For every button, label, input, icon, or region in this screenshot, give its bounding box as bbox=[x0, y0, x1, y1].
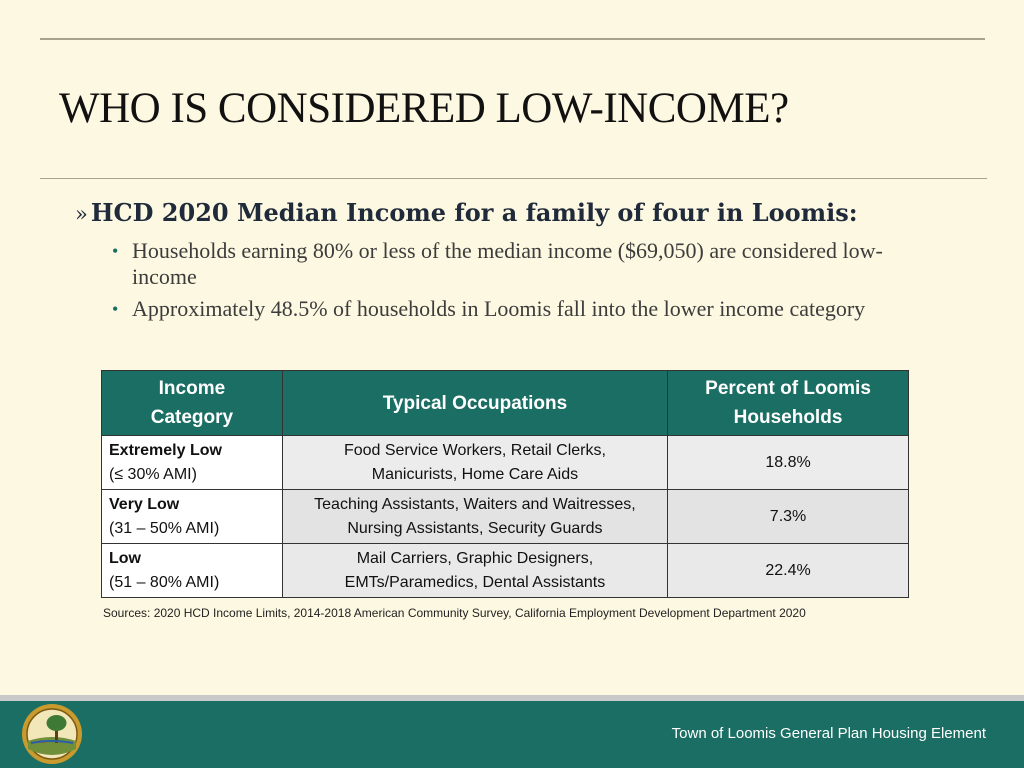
bullet-list bbox=[112, 238, 932, 328]
header-typical-occupations: Typical Occupations bbox=[282, 371, 667, 436]
footer-title: Town of Loomis General Plan Housing Element bbox=[671, 725, 986, 742]
occupations-line: Manicurists, Home Care Aids bbox=[371, 465, 579, 483]
footer-bar bbox=[0, 701, 1024, 768]
bullet-text: Households earning 80% or less of the median income ($69,050) are considered low-income bbox=[132, 238, 883, 289]
occupations-line: Teaching Assistants, Waiters and Waitresses, bbox=[314, 495, 636, 513]
table-row bbox=[102, 436, 909, 490]
town-seal-icon bbox=[21, 703, 83, 765]
category-cell bbox=[102, 544, 283, 598]
bullet-dot-icon: • bbox=[112, 299, 119, 319]
percent-cell: 22.4% bbox=[668, 544, 909, 598]
category-range: (≤ 30% AMI) bbox=[109, 465, 197, 483]
category-name: Low bbox=[109, 549, 141, 567]
section-heading-text: HCD 2020 Median Income for a family of four in Loomis: bbox=[90, 198, 858, 227]
income-table bbox=[101, 370, 909, 598]
chevron-bullet-icon: » bbox=[75, 202, 88, 226]
sources-note: Sources: 2020 HCD Income Limits, 2014-2018 American Community Survey, California Employment Development Department 2020 bbox=[103, 606, 806, 620]
category-name: Very Low bbox=[109, 495, 180, 513]
list-item bbox=[112, 238, 932, 290]
header-percent-households: Percent of Loomis Households bbox=[668, 371, 909, 436]
section-heading bbox=[75, 198, 858, 227]
occupations-line: Nursing Assistants, Security Guards bbox=[347, 519, 603, 537]
category-cell bbox=[102, 436, 283, 490]
page-title: WHO IS CONSIDERED LOW-INCOME? bbox=[59, 85, 789, 132]
occupations-cell bbox=[282, 436, 667, 490]
bullet-dot-icon: • bbox=[112, 241, 119, 261]
category-range: (31 – 50% AMI) bbox=[109, 519, 220, 537]
percent-cell: 18.8% bbox=[668, 436, 909, 490]
occupations-line: Mail Carriers, Graphic Designers, bbox=[356, 549, 594, 567]
header-income-category: Income Category bbox=[102, 371, 283, 436]
category-range: (51 – 80% AMI) bbox=[109, 573, 220, 591]
top-divider bbox=[40, 38, 985, 40]
bullet-text: Approximately 48.5% of households in Loomis fall into the lower income category bbox=[132, 296, 866, 321]
table-header-row bbox=[102, 371, 909, 436]
category-name: Extremely Low bbox=[109, 441, 222, 459]
occupations-line: EMTs/Paramedics, Dental Assistants bbox=[344, 573, 606, 591]
table-row bbox=[102, 490, 909, 544]
title-divider bbox=[40, 178, 987, 179]
occupations-cell bbox=[282, 490, 667, 544]
category-cell bbox=[102, 490, 283, 544]
occupations-cell bbox=[282, 544, 667, 598]
table-row bbox=[102, 544, 909, 598]
occupations-line: Food Service Workers, Retail Clerks, bbox=[343, 441, 606, 459]
percent-cell: 7.3% bbox=[668, 490, 909, 544]
list-item bbox=[112, 296, 932, 322]
